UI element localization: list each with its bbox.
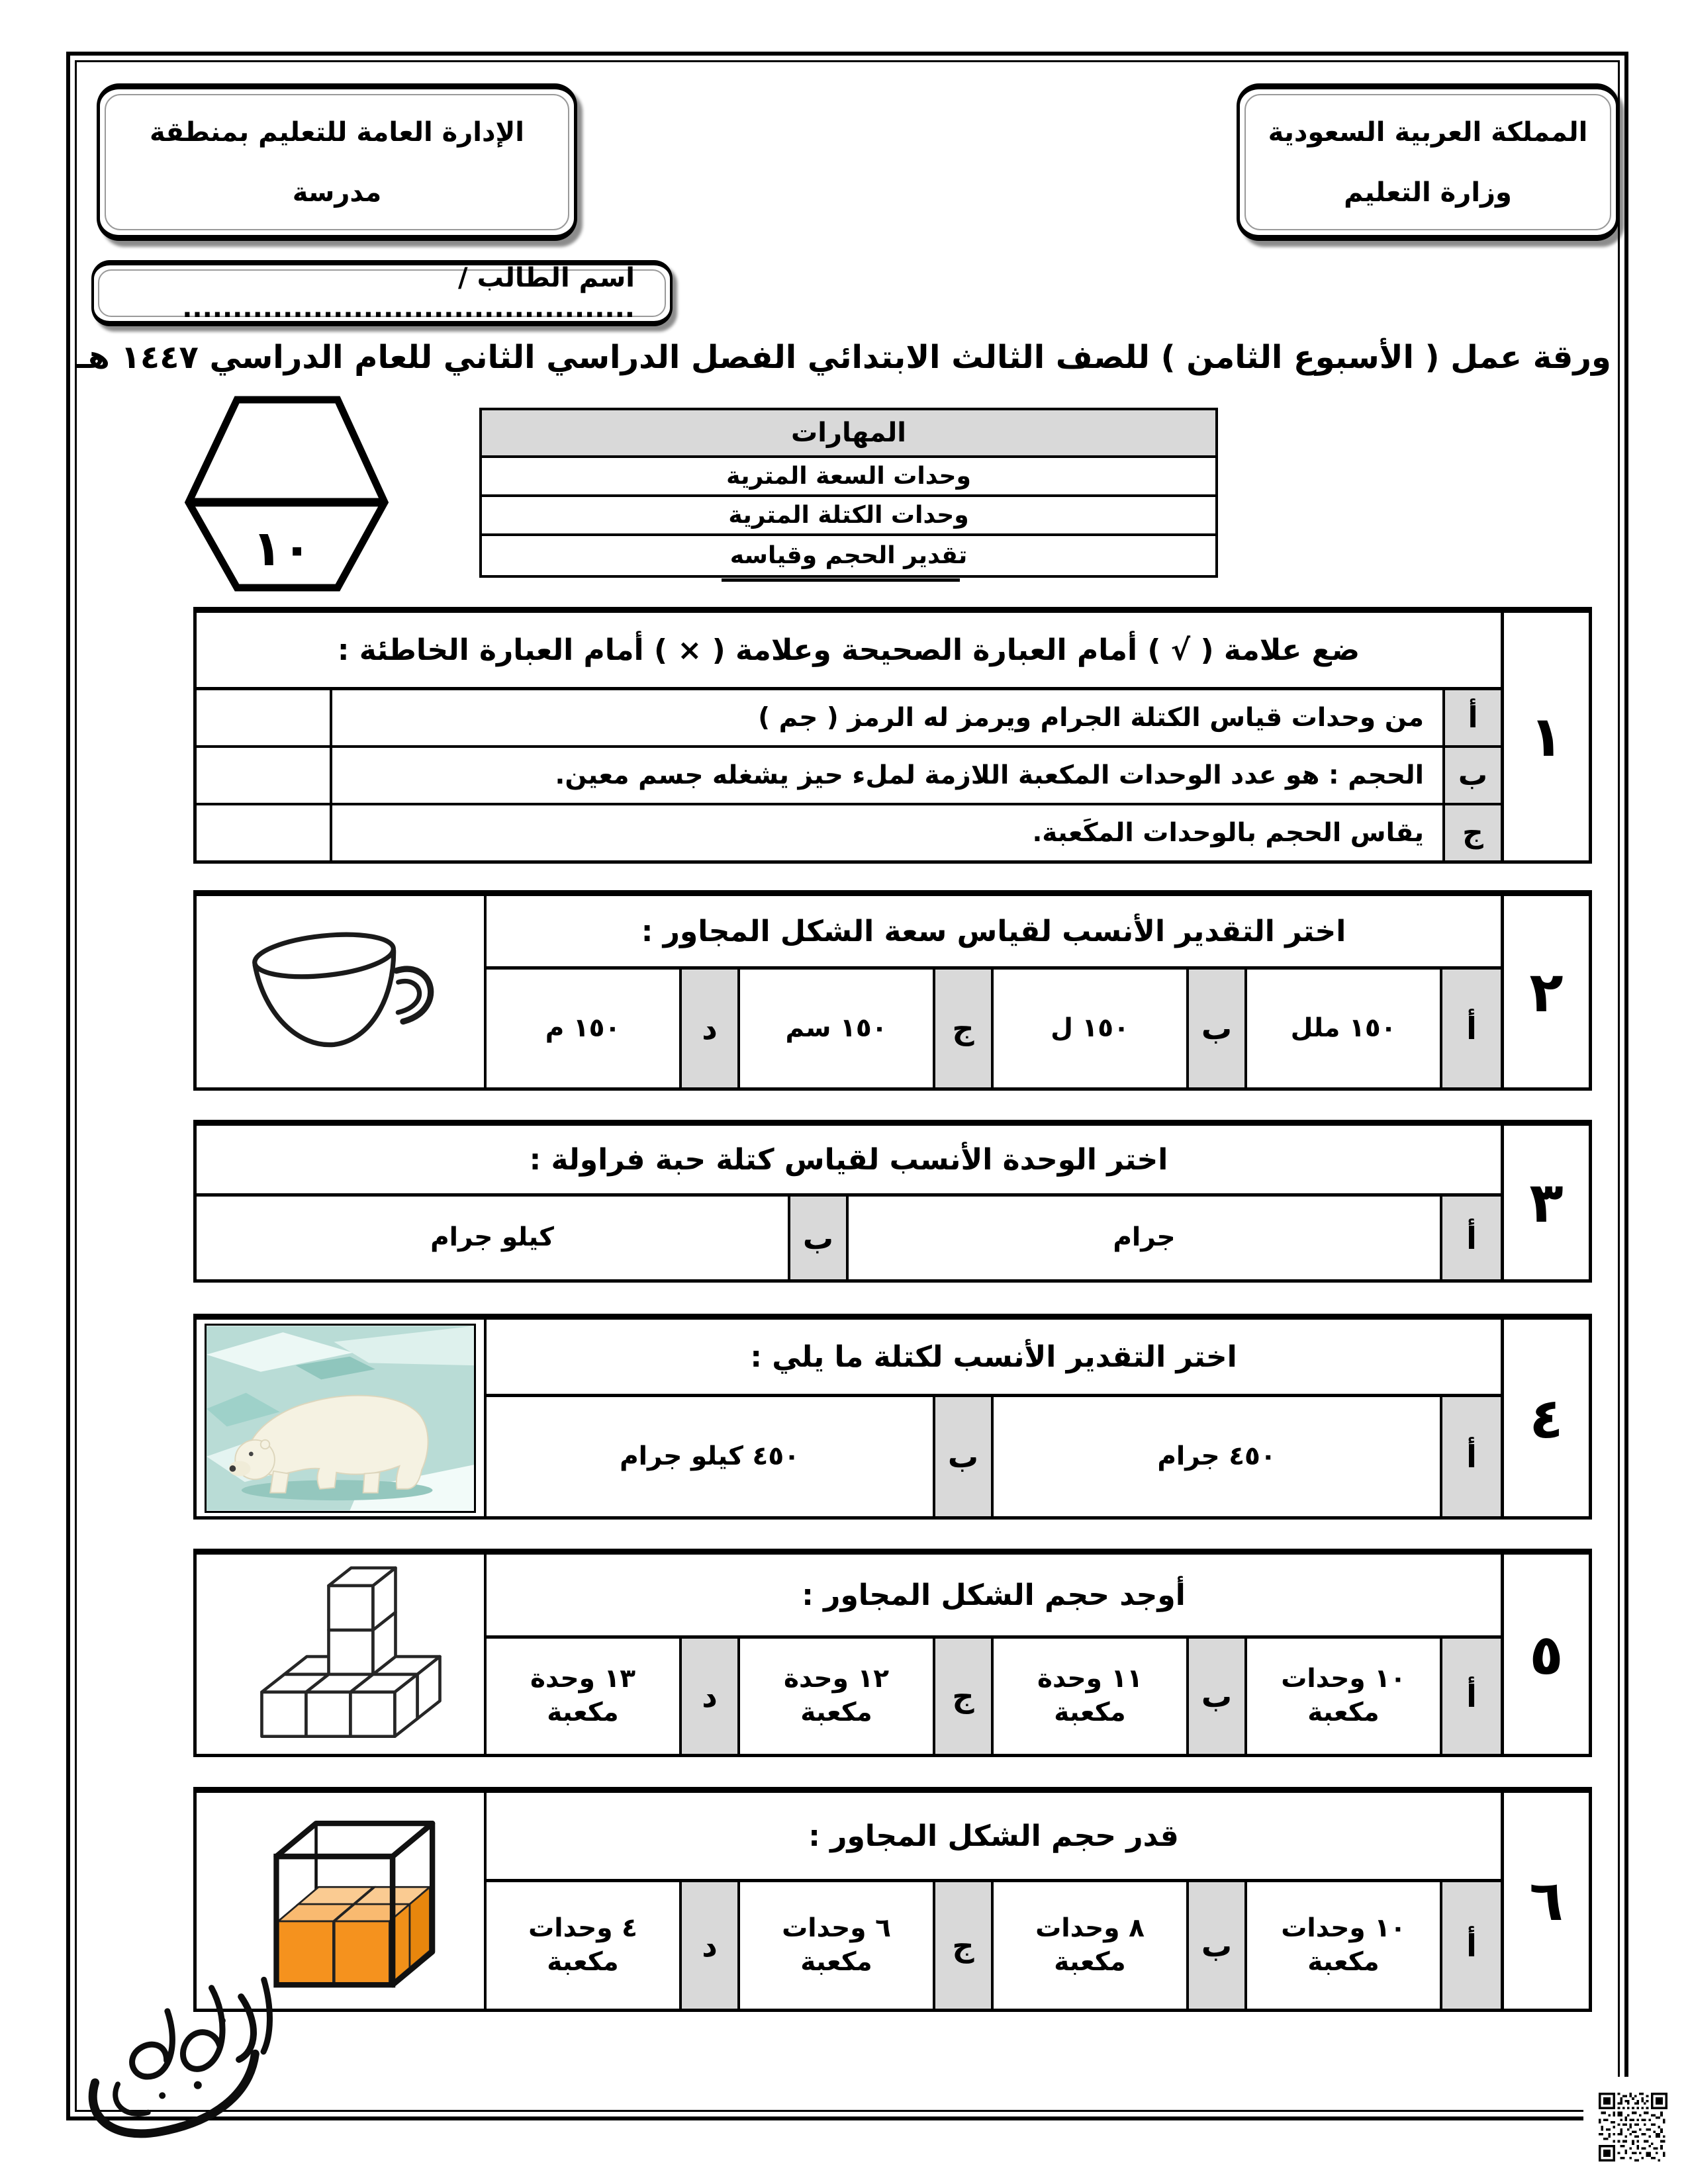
q5-option-a[interactable]: ١٠ وحدات مكعبة: [1247, 1639, 1442, 1754]
signature-icon: [42, 1949, 321, 2184]
q1-item-a-text: من وحدات قياس الكتلة الجرام ويرمز له الرمز ( جم ): [758, 703, 1424, 733]
q6-option-d[interactable]: ٤ وحدات مكعبة: [487, 1882, 682, 2009]
administration-label: الإدارة العامة للتعليم بمنطقة: [150, 116, 524, 148]
q1-item-c-answer-cell[interactable]: [197, 805, 332, 860]
question-6-number: ٦: [1501, 1793, 1589, 2009]
q5-option-b[interactable]: ١١ وحدة مكعبة: [994, 1639, 1189, 1754]
q2-option-d[interactable]: ١٥٠ م: [487, 970, 682, 1087]
q4-option-a[interactable]: ٤٥٠ جرام: [994, 1397, 1442, 1516]
grade-value: ١٠: [252, 520, 312, 577]
question-5-prompt: أوجد حجم الشكل المجاور :: [802, 1578, 1186, 1612]
unit-cubes-icon: [234, 1566, 446, 1743]
q6-option-a[interactable]: ١٠ وحدات مكعبة: [1247, 1882, 1442, 2009]
q5-option-b-letter: ب: [1189, 1639, 1247, 1754]
q6-option-b[interactable]: ٨ وحدات مكعبة: [994, 1882, 1189, 2009]
q5-option-d[interactable]: ١٣ وحدة مكعبة: [487, 1639, 682, 1754]
q4-option-a-letter: أ: [1442, 1397, 1501, 1516]
q5-option-c-letter: ج: [935, 1639, 994, 1754]
hexagon-icon: [184, 394, 389, 593]
q5-option-a-letter: أ: [1442, 1639, 1501, 1754]
question-6-table: [193, 1787, 1592, 2012]
teacup-icon: [230, 908, 450, 1075]
q2-option-b-letter: ب: [1189, 970, 1247, 1087]
hexagon-grade-badge: [184, 394, 389, 593]
skill-row-capacity: وحدات السعة المترية: [482, 458, 1215, 497]
school-label: مدرسة: [292, 177, 382, 208]
q3-option-b[interactable]: كيلو جرام: [197, 1197, 790, 1279]
q2-option-a-letter: أ: [1442, 970, 1501, 1087]
question-6-prompt: قدر حجم الشكل المجاور :: [808, 1819, 1179, 1853]
q1-item-a-letter: أ: [1442, 690, 1501, 745]
polar-bear-icon: [207, 1326, 474, 1511]
question-2-number: ٢: [1501, 896, 1589, 1087]
question-1-prompt: ضع علامة ( √ ) أمام العبارة الصحيحة وعلامة ( × ) أمام العبارة الخاطئة :: [337, 633, 1360, 667]
kingdom-label: المملكة العربية السعودية: [1268, 116, 1588, 148]
q6-option-a-letter: أ: [1442, 1882, 1501, 2009]
signature-calligraphy: [53, 1962, 311, 2174]
qr-code: [1583, 2077, 1688, 2184]
q1-item-c-letter: ج: [1442, 805, 1501, 860]
page-title: ورقة عمل ( الأسبوع الثامن ) للصف الثالث الابتدائي الفصل الدراسي الثاني للعام الدراسي ١٤٤٧ هـ: [77, 339, 1611, 376]
q4-option-b-letter: ب: [935, 1397, 994, 1516]
question-3-number: ٣: [1501, 1126, 1589, 1279]
q1-item-b-answer-cell[interactable]: [197, 748, 332, 803]
ministry-label: وزارة التعليم: [1344, 177, 1512, 208]
q2-option-a[interactable]: ١٥٠ ملل: [1247, 970, 1442, 1087]
q2-option-c[interactable]: ١٥٠ سم: [740, 970, 935, 1087]
q5-option-d-letter: د: [682, 1639, 740, 1754]
administration-header-box: [97, 83, 577, 241]
question-3-table: [193, 1120, 1592, 1283]
q1-item-b-letter: ب: [1442, 748, 1501, 803]
question-3-prompt: اختر الوحدة الأنسب لقياس كتلة حبة فراولة :: [529, 1142, 1168, 1177]
question-4-table: [193, 1314, 1592, 1520]
skills-header: المهارات: [482, 410, 1215, 458]
q1-item-a-answer-cell[interactable]: [197, 690, 332, 745]
q2-option-c-letter: ج: [935, 970, 994, 1087]
q6-option-c-letter: ج: [935, 1882, 994, 2009]
q4-option-b[interactable]: ٤٥٠ كيلو جرام: [487, 1397, 935, 1516]
ministry-header-box: [1237, 83, 1619, 241]
q3-option-a-letter: أ: [1442, 1197, 1501, 1279]
skills-table: [479, 408, 1218, 578]
q1-item-b-text: الحجم : هو عدد الوحدات المكعبة اللازمة لملء حيز يشغله جسم معين.: [555, 760, 1424, 790]
q6-option-d-letter: د: [682, 1882, 740, 2009]
question-1-number: ١: [1501, 613, 1589, 860]
q1-item-c-text: يقاس الحجم بالوحدات المكَعبة.: [1032, 818, 1424, 848]
q3-option-a[interactable]: جرام: [849, 1197, 1442, 1279]
q2-option-b[interactable]: ١٥٠ ل: [994, 970, 1189, 1087]
q5-cubes-image-cell: [197, 1555, 487, 1754]
question-4-number: ٤: [1501, 1320, 1589, 1516]
question-1-table: [193, 607, 1592, 864]
skill-row-volume: تقدير الحجم وقياسه: [729, 542, 968, 569]
q3-option-b-letter: ب: [790, 1197, 849, 1279]
student-name-field[interactable]: اسم الطالب / .............................................: [98, 269, 666, 317]
polar-bear-photo: [205, 1324, 476, 1513]
question-4-prompt: اختر التقدير الأنسب لكتلة ما يلي :: [750, 1340, 1237, 1374]
q4-bear-image-cell: [197, 1320, 487, 1516]
q6-option-c[interactable]: ٦ وحدات مكعبة: [740, 1882, 935, 2009]
q6-option-b-letter: ب: [1189, 1882, 1247, 2009]
qr-code-icon: [1599, 2093, 1667, 2161]
q2-cup-image-cell: [197, 896, 487, 1087]
question-5-number: ٥: [1501, 1555, 1589, 1754]
question-2-table: [193, 890, 1592, 1091]
q2-option-d-letter: د: [682, 970, 740, 1087]
question-2-prompt: اختر التقدير الأنسب لقياس سعة الشكل المجاور :: [641, 914, 1346, 948]
skills-underline: [722, 578, 960, 582]
q5-option-c[interactable]: ١٢ وحدة مكعبة: [740, 1639, 935, 1754]
student-name-box: [91, 260, 673, 326]
skill-row-mass: وحدات الكتلة المترية: [482, 497, 1215, 536]
question-5-table: [193, 1549, 1592, 1757]
